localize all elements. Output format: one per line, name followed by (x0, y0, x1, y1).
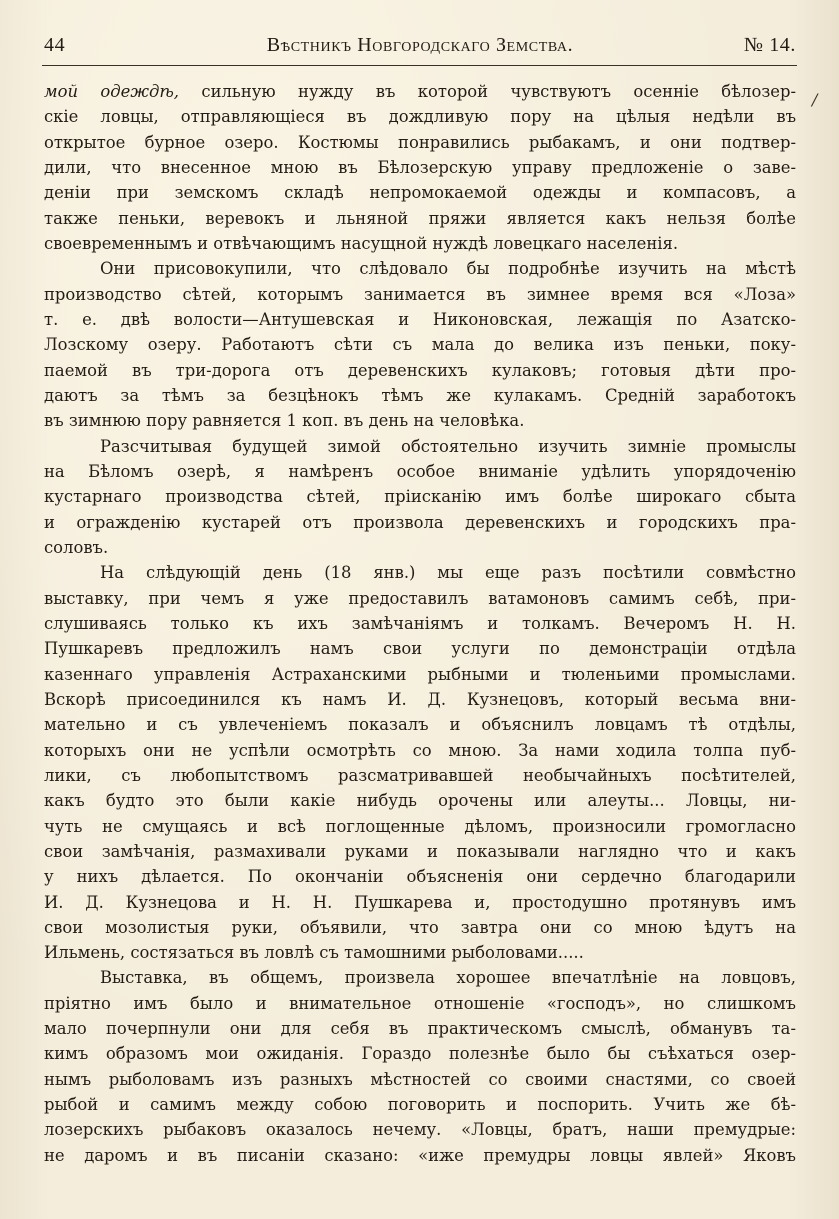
text-line (44, 890, 796, 915)
text-line (44, 1143, 796, 1168)
text-line (44, 738, 796, 763)
text-line (44, 763, 796, 788)
line-text: Пушкаревъ предложилъ намъ свои услуги по демонстраціи отдѣла (44, 639, 796, 659)
line-text: открытое бурное озеро. Костюмы понравились рыбакамъ, и они подтвер- (44, 132, 796, 152)
text-line (44, 611, 796, 636)
text-line (44, 408, 796, 433)
line-text: соловъ. (44, 537, 109, 557)
line-text: кимъ образомъ мои ожиданія. Гораздо полезнѣе было бы съѣхаться озер- (44, 1044, 796, 1064)
text-line (44, 1117, 796, 1142)
line-text: пріятно имъ было и внимательное отношеніе «господъ», но слишкомъ (44, 993, 796, 1013)
text-line (44, 1041, 796, 1066)
line-text: у нихъ дѣлается. По окончаніи объясненія они сердечно благодарили (44, 867, 796, 887)
line-text: Вскорѣ присоединился къ намъ И. Д. Кузнецовъ, который весьма вни- (44, 689, 796, 709)
running-header (44, 30, 796, 60)
text-line (44, 662, 796, 687)
line-text: дили, что внесенное мною въ Бѣлозерскую управу предложеніе о заве- (44, 157, 796, 177)
line-text: т. е. двѣ волости—Антушевская и Никоновская, лежащія по Азатско- (44, 309, 796, 329)
text-line (44, 788, 796, 813)
text-line (44, 965, 796, 990)
line-text: какъ будто это были какіе нибудь орочены или алеуты... Ловцы, ни- (44, 791, 796, 811)
text-line (44, 586, 796, 611)
line-text: нымъ рыболовамъ изъ разныхъ мѣстностей со своими снастями, со своей (44, 1069, 796, 1089)
issue-number: № 14. (743, 34, 796, 56)
text-line (44, 180, 796, 205)
text-line (44, 814, 796, 839)
text-line (44, 383, 796, 408)
line-text: лики, съ любопытствомъ разсматривавшей необычайныхъ посѣтителей, (44, 765, 796, 785)
italic-lead-phrase: мой одеждѣ, (44, 82, 180, 101)
line-text: Лозскому озеру. Работаютъ сѣти съ мала до велика изъ пеньки, поку- (44, 335, 796, 355)
article-body (44, 79, 796, 1168)
text-line (44, 130, 796, 155)
line-text: деніи при земскомъ складѣ непромокаемой одежды и компасовъ, а (44, 183, 796, 203)
text-line (44, 687, 796, 712)
text-line (44, 484, 796, 509)
line-text: скіе ловцы, отправляющіеся въ дождливую пору на цѣлыя недѣли въ (44, 107, 796, 127)
line-text: слушиваясь только къ ихъ замѣчаніямъ и толкамъ. Вечеромъ Н. Н. (44, 613, 796, 633)
text-line (44, 560, 796, 585)
text-line (44, 991, 796, 1016)
line-text: чуть не смущаясь и всѣ поглощенные дѣломъ, произносили громогласно (44, 816, 796, 836)
text-line (44, 712, 796, 737)
line-text: Разсчитывая будущей зимой обстоятельно изучить зимніе промыслы (100, 436, 796, 456)
line-text: мательно и съ увлеченіемъ показалъ и объяснилъ ловцамъ тѣ отдѣлы, (44, 715, 796, 735)
header-rule (42, 65, 797, 66)
line-text: которыхъ они не успѣли осмотрѣть со мною. За нами ходила толпа пуб- (44, 740, 796, 760)
text-line (44, 79, 796, 104)
line-text: мало почерпнули они для себя въ практическомъ смыслѣ, обманувъ та- (44, 1019, 796, 1039)
line-text: Выставка, въ общемъ, произвела хорошее впечатлѣніе на ловцовъ, (100, 968, 796, 988)
text-line (44, 510, 796, 535)
line-text: свои замѣчанія, размахивали руками и показывали наглядно что и какъ (44, 841, 796, 861)
text-line (44, 434, 796, 459)
line-text: рыбой и самимъ между собою поговорить и поспорить. Учить же бѣ- (44, 1095, 796, 1115)
line-text: также пеньки, веревокъ и льняной пряжи является какъ нельзя болѣе (44, 208, 796, 228)
line-text: И. Д. Кузнецова и Н. Н. Пушкарева и, простодушно протянувъ имъ (44, 892, 796, 912)
text-line (44, 231, 796, 256)
line-text: своевременнымъ и отвѣчающимъ насущной нуждѣ ловецкаго населенія. (44, 233, 679, 253)
line-text: выставку, при чемъ я уже предоставилъ ватамоновъ самимъ себѣ, при- (44, 588, 796, 608)
text-line (44, 915, 796, 940)
text-line (44, 307, 796, 332)
journal-title: Вѣстникъ Новгородскаго Земства. (266, 34, 574, 56)
text-line (44, 358, 796, 383)
page-number: 44 (44, 34, 66, 56)
line-text: лозерскихъ рыбаковъ оказалось нечему. «Ловцы, братъ, наши премудрые: (44, 1120, 796, 1140)
line-text: на Бѣломъ озерѣ, я намѣренъ особое вниманіе удѣлить упорядоченію (44, 461, 796, 481)
line-text: паемой въ три-дорога отъ деревенскихъ кулаковъ; готовыя дѣти про- (44, 360, 796, 380)
line-text: кустарнаго производства сѣтей, пріисканію имъ болѣе широкаго сбыта (44, 487, 796, 507)
line-text: и огражденію кустарей отъ произвола деревенскихъ и городскихъ пра- (44, 512, 796, 532)
line-text: На слѣдующій день (18 янв.) мы еще разъ посѣтили совмѣстно (100, 563, 796, 583)
line-text: не даромъ и въ писаніи сказано: «иже премудры ловцы явлей» Яковъ (44, 1145, 796, 1165)
text-line (44, 839, 796, 864)
text-line (44, 535, 796, 560)
text-line (44, 256, 796, 281)
text-line (44, 332, 796, 357)
line-text: Ильмень, состязаться въ ловлѣ съ тамошними рыболовами..... (44, 943, 584, 963)
text-line (44, 1092, 796, 1117)
line-text: въ зимнюю пору равняется 1 коп. въ день на человѣка. (44, 411, 525, 431)
text-line (44, 864, 796, 889)
line-text: Они присовокупили, что слѣдовало бы подробнѣе изучить на мѣстѣ (100, 259, 796, 279)
text-line (44, 459, 796, 484)
line-text: свои мозолистыя руки, объявили, что завтра они со мною ѣдутъ на (44, 917, 796, 937)
text-line (44, 282, 796, 307)
line-text: даютъ за тѣмъ за безцѣнокъ тѣмъ же кулакамъ. Средній заработокъ (44, 385, 796, 405)
text-line (44, 206, 796, 231)
text-line (44, 155, 796, 180)
line-text: сильную нужду въ которой чувствуютъ осенніе бѣлозер- (201, 82, 796, 101)
line-text: производство сѣтей, которымъ занимается въ зимнее время вся «Лоза» (44, 284, 796, 304)
text-line (44, 1067, 796, 1092)
text-line (44, 940, 796, 965)
text-line (44, 1016, 796, 1041)
line-text: казеннаго управленія Астраханскими рыбными и тюленьими промыслами. (44, 664, 796, 684)
margin-mark: / (812, 90, 818, 109)
text-line (44, 636, 796, 661)
text-line (44, 104, 796, 129)
